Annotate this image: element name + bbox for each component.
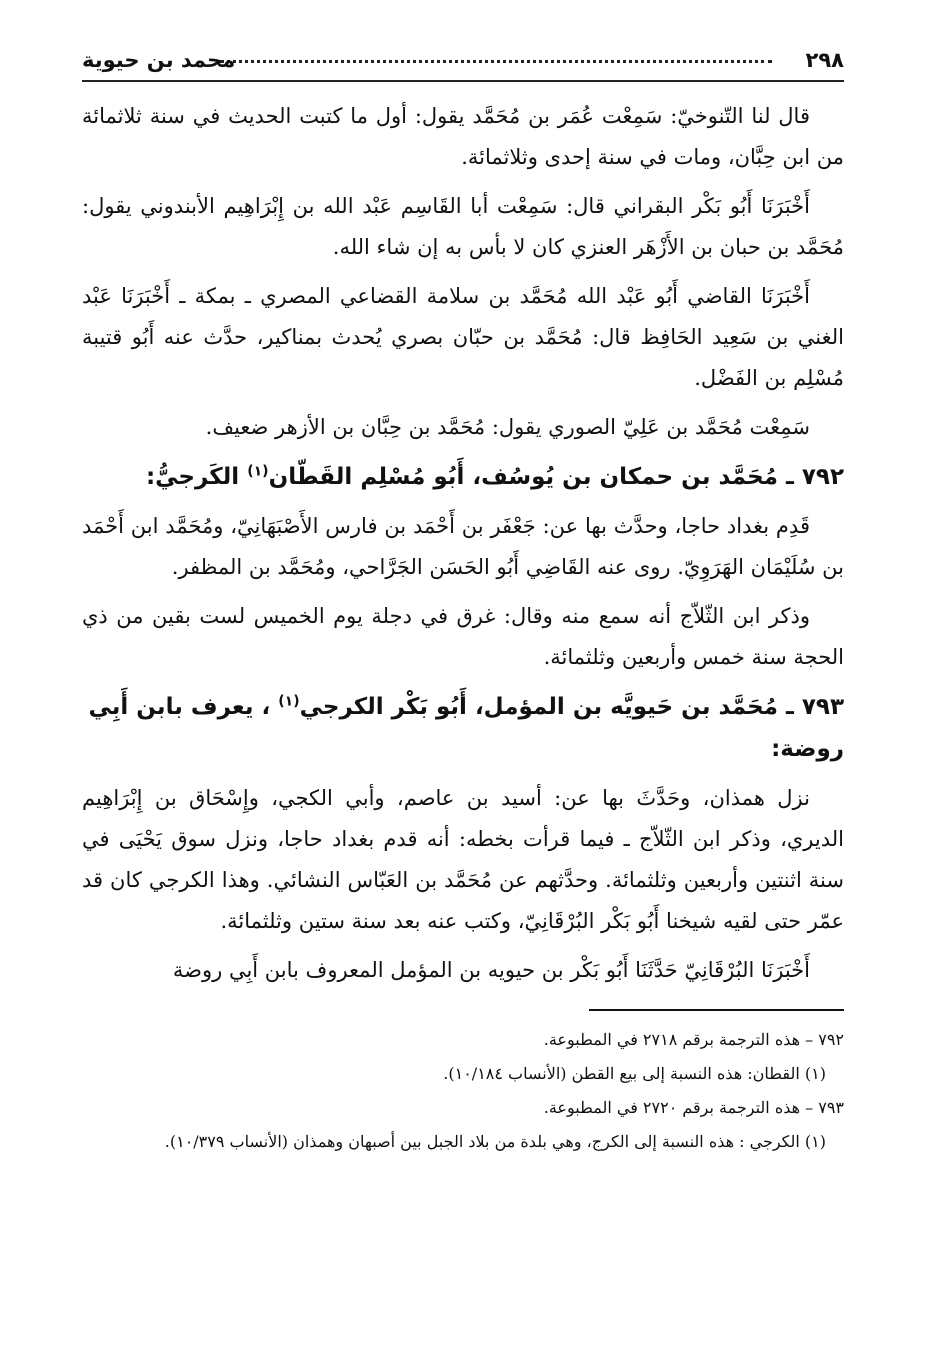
footnote-marker-792: (١): [247, 463, 269, 480]
paragraph-5: قَدِم بغداد حاجا، وحدَّث بها عن: جَعْفَر بن أَحْمَد بن فارس الأَصْبَهَانِيّ، ومُحَمَّد ابن أَحْمَد بن سُلَيْمَان الهَرَوِيّ. روى عنه القَاضِي أَبُو الحَسَن الجَرَّاحي، ومُحَمَّد بن المظفر.: [82, 514, 844, 579]
body-text: [82, 96, 844, 991]
footnote-4: (١) الكرجي : هذه النسبة إلى الكرج، وهي بلدة من بلاد الجبل بين أصبهان وهمذان (الأنساب ١٠/٣٧٩).: [164, 1132, 826, 1151]
footnote-separator: [589, 1009, 844, 1011]
paragraph-8: أَخْبَرَنَا البُرْقَانِيّ حَدَّثَنَا أَبُو بَكْر بن حيويه بن المؤمل المعروف بابن أَبِي روضة: [172, 958, 810, 982]
footnotes: [82, 1025, 844, 1157]
paragraph-3: أَخْبَرَنَا القاضي أَبُو عَبْد الله مُحَمَّد بن سلامة القضاعي المصري ـ بمكة ـ أَخْبَرَنَا عَبْد الغني بن سَعِيد الحَافِظ قال: مُحَمَّد بن حبّان بصري يُحدث بمناكير، حدَّث عنه أَبُو قتيبة مُسْلِم بن الفَضْل.: [82, 284, 844, 390]
paragraph-4: سَمِعْت مُحَمَّد بن عَلِيّ الصوري يقول: مُحَمَّد بن حِبَّان بن الأزهر ضعيف.: [205, 415, 810, 439]
entry-heading-792-end: الكَرجيُّ:: [145, 464, 248, 490]
running-title: محمد بن حيوية: [82, 48, 236, 72]
paragraph-2: أَخْبَرَنَا أَبُو بَكْر البقراني قال: سَمِعْت أبا القَاسِم عَبْد الله بن إِبْرَاهِيم الأبندوني يقول: مُحَمَّد بن حبان بن الأَزْهَر العنزي كان لا بأس به إن شاء الله.: [82, 194, 844, 259]
paragraph-1: قال لنا التّنوخيّ: سَمِعْت عُمَر بن مُحَمَّد يقول: أول ما كتبت الحديث في سنة ثلاثمائة من ابن حِبَّان، ومات في سنة إحدى وثلاثمائة.: [82, 104, 844, 169]
footnote-2: (١) القطان: هذه النسبة إلى بيع القطن (الأنساب ١٠/١٨٤).: [443, 1064, 826, 1083]
entry-heading-793-text: ٧٩٣ ـ مُحَمَّد بن حَيويَّه بن المؤمل، أَبُو بَكْر الكرجي: [299, 694, 844, 720]
entry-heading-792: [82, 456, 844, 498]
paragraph-6: وذكر ابن الثّلاّج أنه سمع منه وقال: غرق في دجلة يوم الخميس لست بقين من ذي الحجة سنة خمس وأربعين وثلثمائة.: [82, 604, 844, 669]
footnote-1: ٧٩٢ – هذه الترجمة برقم ٢٧١٨ في المطبوعة.: [543, 1030, 844, 1049]
header-dot-leader: [220, 60, 772, 63]
entry-heading-793: [82, 686, 844, 770]
book-page: [82, 40, 844, 1330]
paragraph-7: نزل همذان، وحَدَّثَ بها عن: أسيد بن عاصم، وأبي الكجي، وإِسْحَاق بن إِبْرَاهِيم الديري، وذكر ابن الثّلاّج ـ فيما قرأت بخطه: أنه قدم بغداد حاجا، ونزل سوق يَحْيَى في سنة اثنتين وأربعين وثلثمائة. وحدَّثهم عن مُحَمَّد بن العَبّاس النشائي. وهذا الكرجي كان قد عمّر حتى لقيه شيخنا أَبُو بَكْر البُرْقَانِيّ، وكتب عنه بعد سنة ستين وثلثمائة.: [82, 786, 844, 933]
entry-heading-792-text: ٧٩٢ ـ مُحَمَّد بن حمكان بن يُوسُف، أَبُو مُسْلِم القَطّان: [268, 464, 844, 490]
page-number: ٢٩٨: [805, 48, 844, 72]
entry-heading-793-end: ، يعرف بابن أَبِي روضة:: [88, 694, 844, 762]
running-head: [82, 40, 844, 82]
footnote-marker-793: (١): [278, 693, 300, 710]
footnote-3: ٧٩٣ – هذه الترجمة برقم ٢٧٢٠ في المطبوعة.: [543, 1098, 844, 1117]
